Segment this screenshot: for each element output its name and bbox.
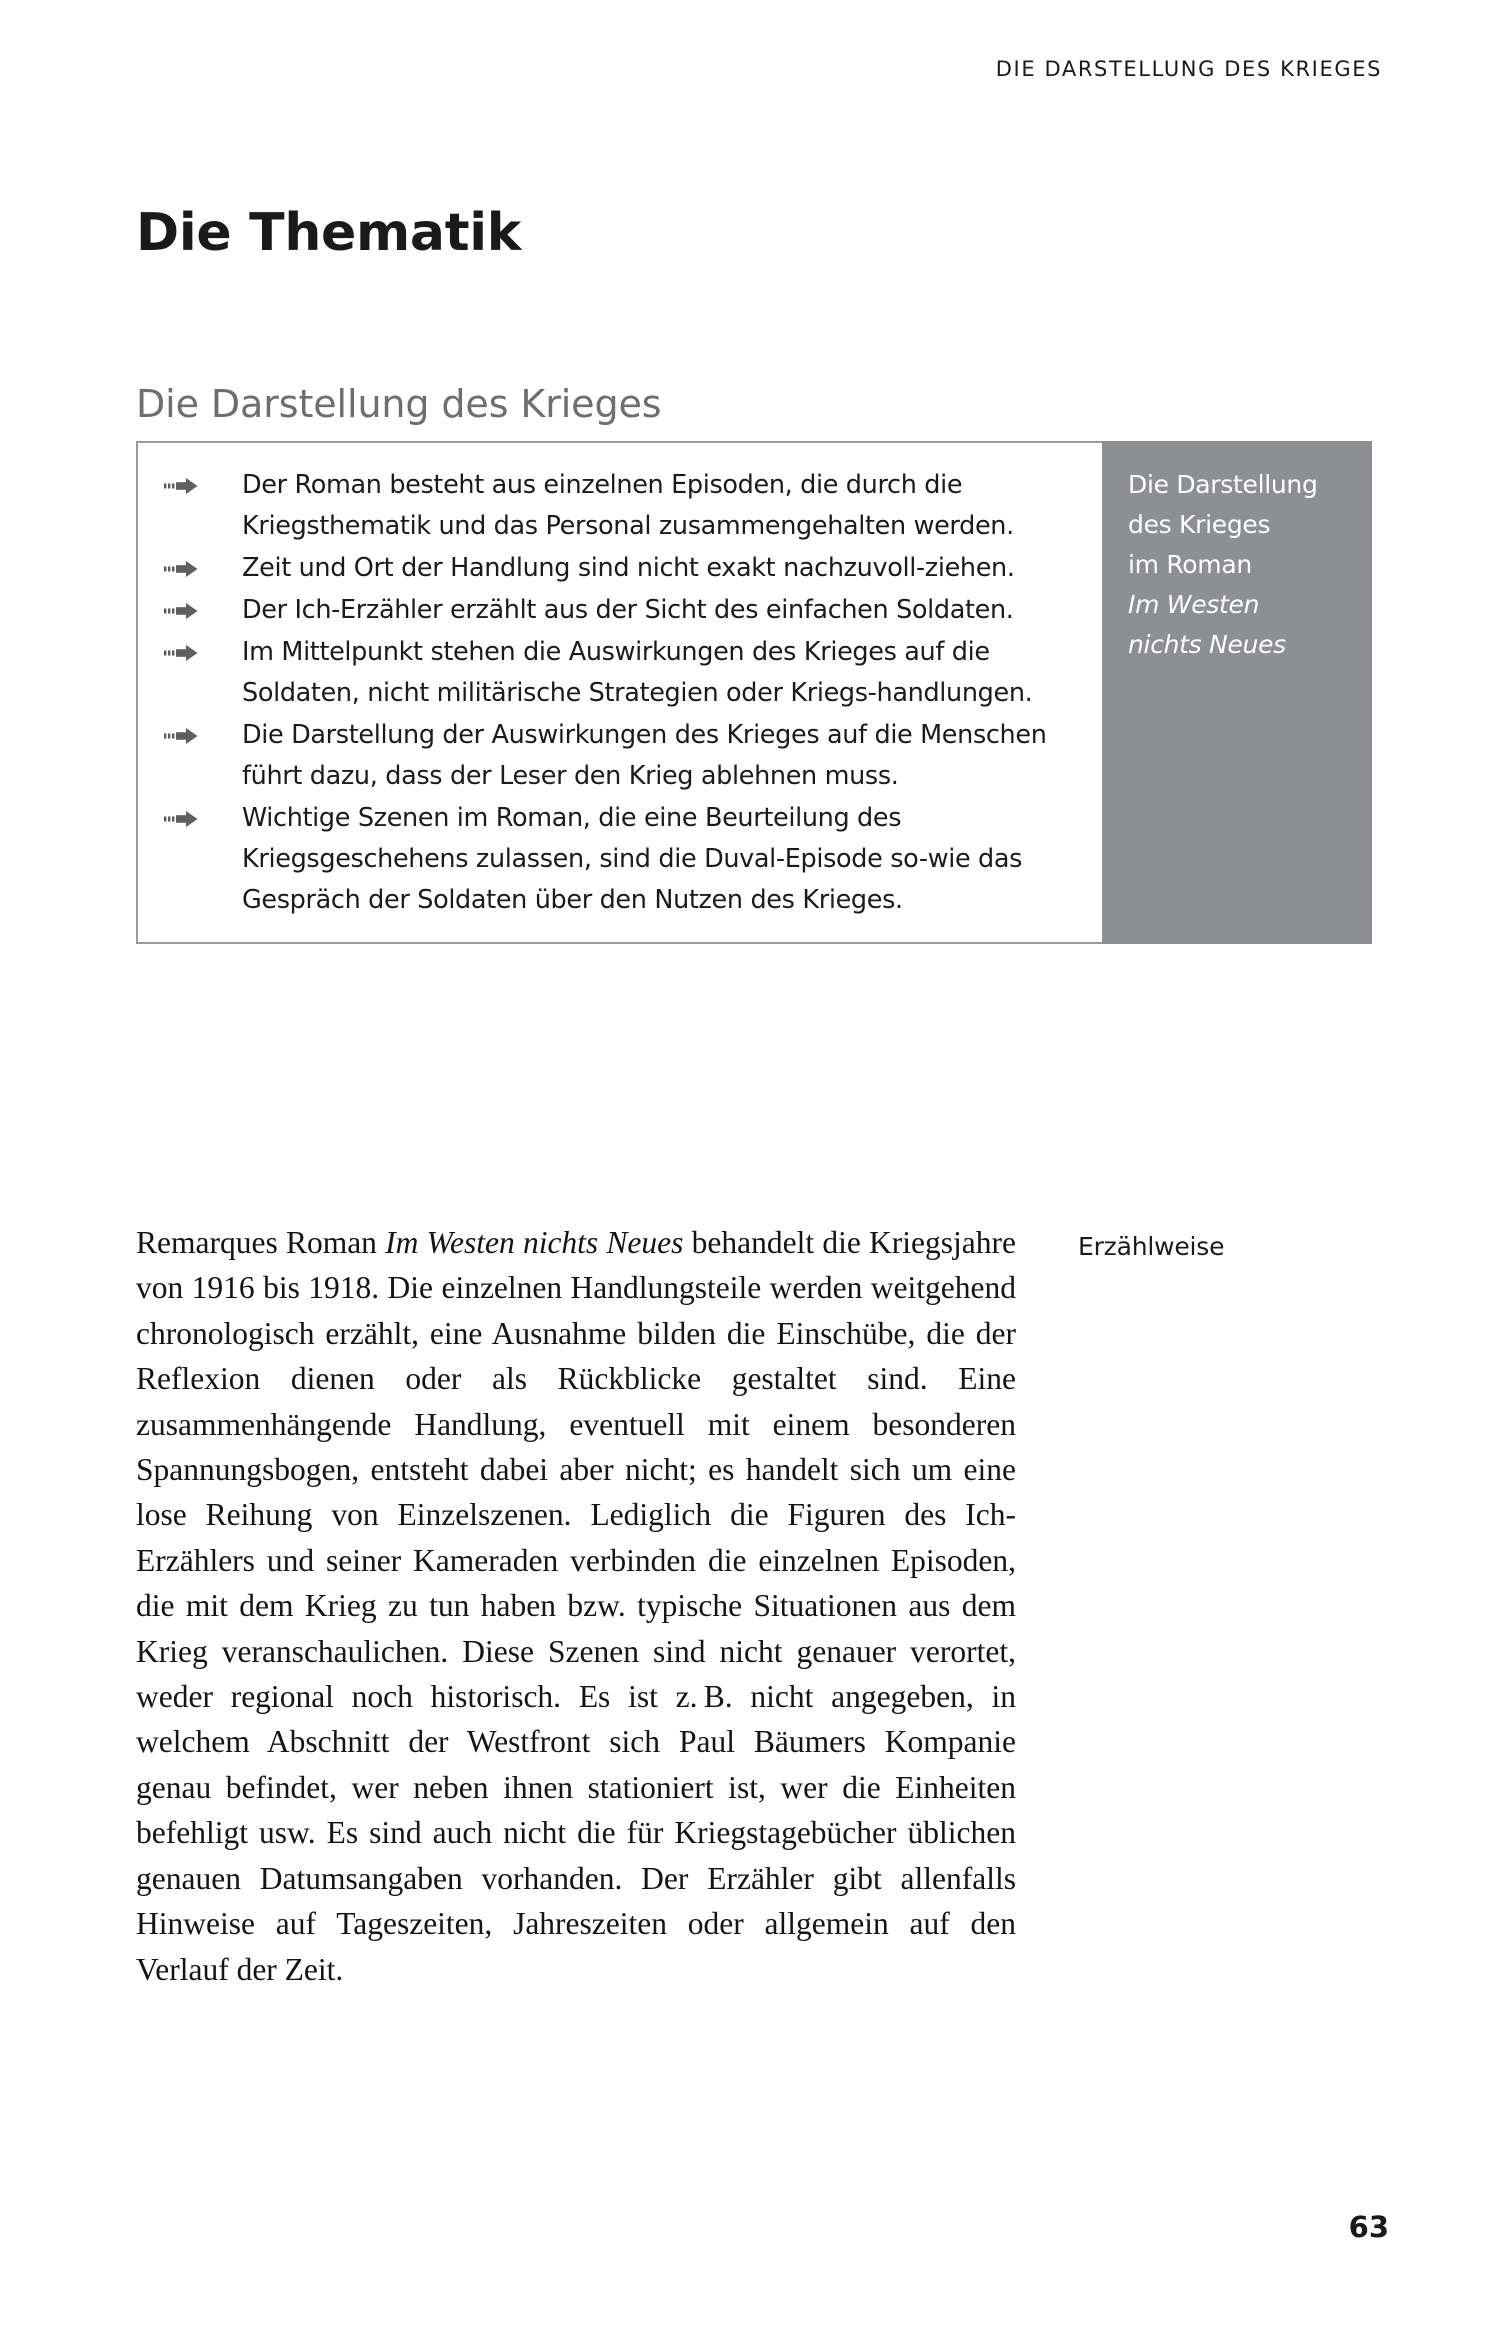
side-label-line: Im Westen bbox=[1128, 590, 1260, 619]
book-title-italic: Im Westen nichts Neues bbox=[385, 1225, 684, 1260]
list-item-label: Zeit und Ort der Handlung sind nicht exakt nachzuvoll-ziehen. bbox=[242, 553, 1015, 583]
arrow-right-icon bbox=[154, 798, 242, 828]
list-item bbox=[154, 715, 1086, 797]
list-item-label: Die Darstellung der Auswirkungen des Krieges auf die Menschen führt dazu, dass der Leser den Krieg ablehnen muss. bbox=[242, 720, 1047, 791]
side-label-line: des Krieges bbox=[1128, 510, 1271, 539]
summary-bullet-box bbox=[136, 441, 1102, 944]
side-label-line: im Roman bbox=[1128, 550, 1252, 579]
page-number: 63 bbox=[1348, 2210, 1389, 2244]
running-header: DIE DARSTELLUNG DES KRIEGES bbox=[995, 57, 1382, 81]
list-item-label: Im Mittelpunkt stehen die Auswirkungen des Krieges auf die Soldaten, nicht militärische Strategien oder Kriegs-handlungen. bbox=[242, 637, 1033, 708]
body-text-column bbox=[136, 1220, 1016, 1992]
section-title: Die Darstellung des Krieges bbox=[136, 381, 662, 426]
body-paragraph bbox=[136, 1220, 1016, 1992]
arrow-right-icon bbox=[154, 465, 242, 495]
side-label-line: nichts Neues bbox=[1128, 630, 1286, 659]
body-text-run: behandelt die Kriegsjahre von 1916 bis 1918. Die einzelnen Handlungsteile werden weitgehend chronologisch erzählt, eine Ausnahme bilden die Einschübe, die der Reflexion dienen oder als Rückblicke gestaltet sind. Eine zusammenhängende Handlung, eventuell mit einem besonderen Spannungsbogen, entsteht dabei aber nicht; es handelt sich um eine lose Reihung von Einzelszenen. Lediglich die Figuren des Ich-Erzählers und seiner Kameraden verbinden die einzelnen Episoden, die mit dem Krieg zu tun haben bzw. typische Situationen aus dem Krieg veranschaulichen. Diese Szenen sind nicht genauer verortet, weder regional noch historisch. Es ist z. B. nicht angegeben, in welchem Abschnitt der Westfront sich Paul Bäumers Kompanie genau befindet, wer neben ihnen stationiert ist, wer die Einheiten befehligt usw. Es sind auch nicht die für Kriegstagebücher üblichen genauen Datumsangaben vorhanden. Der Erzähler gibt allenfalls Hinweise auf Tageszeiten, Jahreszeiten oder allgemein auf den Verlauf der Zeit. bbox=[136, 1225, 1016, 1987]
list-item bbox=[154, 465, 1086, 547]
arrow-right-icon bbox=[154, 715, 242, 745]
arrow-right-icon bbox=[154, 632, 242, 662]
list-item-label: Der Roman besteht aus einzelnen Episoden, die durch die Kriegsthematik und das Personal zusammengehalten werden. bbox=[242, 470, 1014, 541]
body-text-run: Remarques Roman bbox=[136, 1225, 386, 1260]
arrow-right-icon bbox=[154, 590, 242, 620]
list-item bbox=[154, 548, 1086, 589]
list-item bbox=[154, 798, 1086, 921]
list-item-label: Der Ich-Erzähler erzählt aus der Sicht des einfachen Soldaten. bbox=[242, 595, 1014, 625]
margin-note-erzaehlweise: Erzählweise bbox=[1078, 1232, 1225, 1261]
arrow-right-icon bbox=[154, 548, 242, 578]
side-label-line: Die Darstellung bbox=[1128, 470, 1318, 499]
summary-callout bbox=[136, 441, 1372, 944]
summary-side-label bbox=[1102, 441, 1372, 944]
list-item-label: Wichtige Szenen im Roman, die eine Beurteilung des Kriegsgeschehens zulassen, sind die Duval-Episode so-wie das Gespräch der Soldaten über den Nutzen des Krieges. bbox=[242, 803, 1023, 915]
list-item bbox=[154, 590, 1086, 631]
summary-bullet-list bbox=[154, 465, 1086, 921]
list-item bbox=[154, 632, 1086, 714]
page-title: Die Thematik bbox=[136, 202, 522, 263]
